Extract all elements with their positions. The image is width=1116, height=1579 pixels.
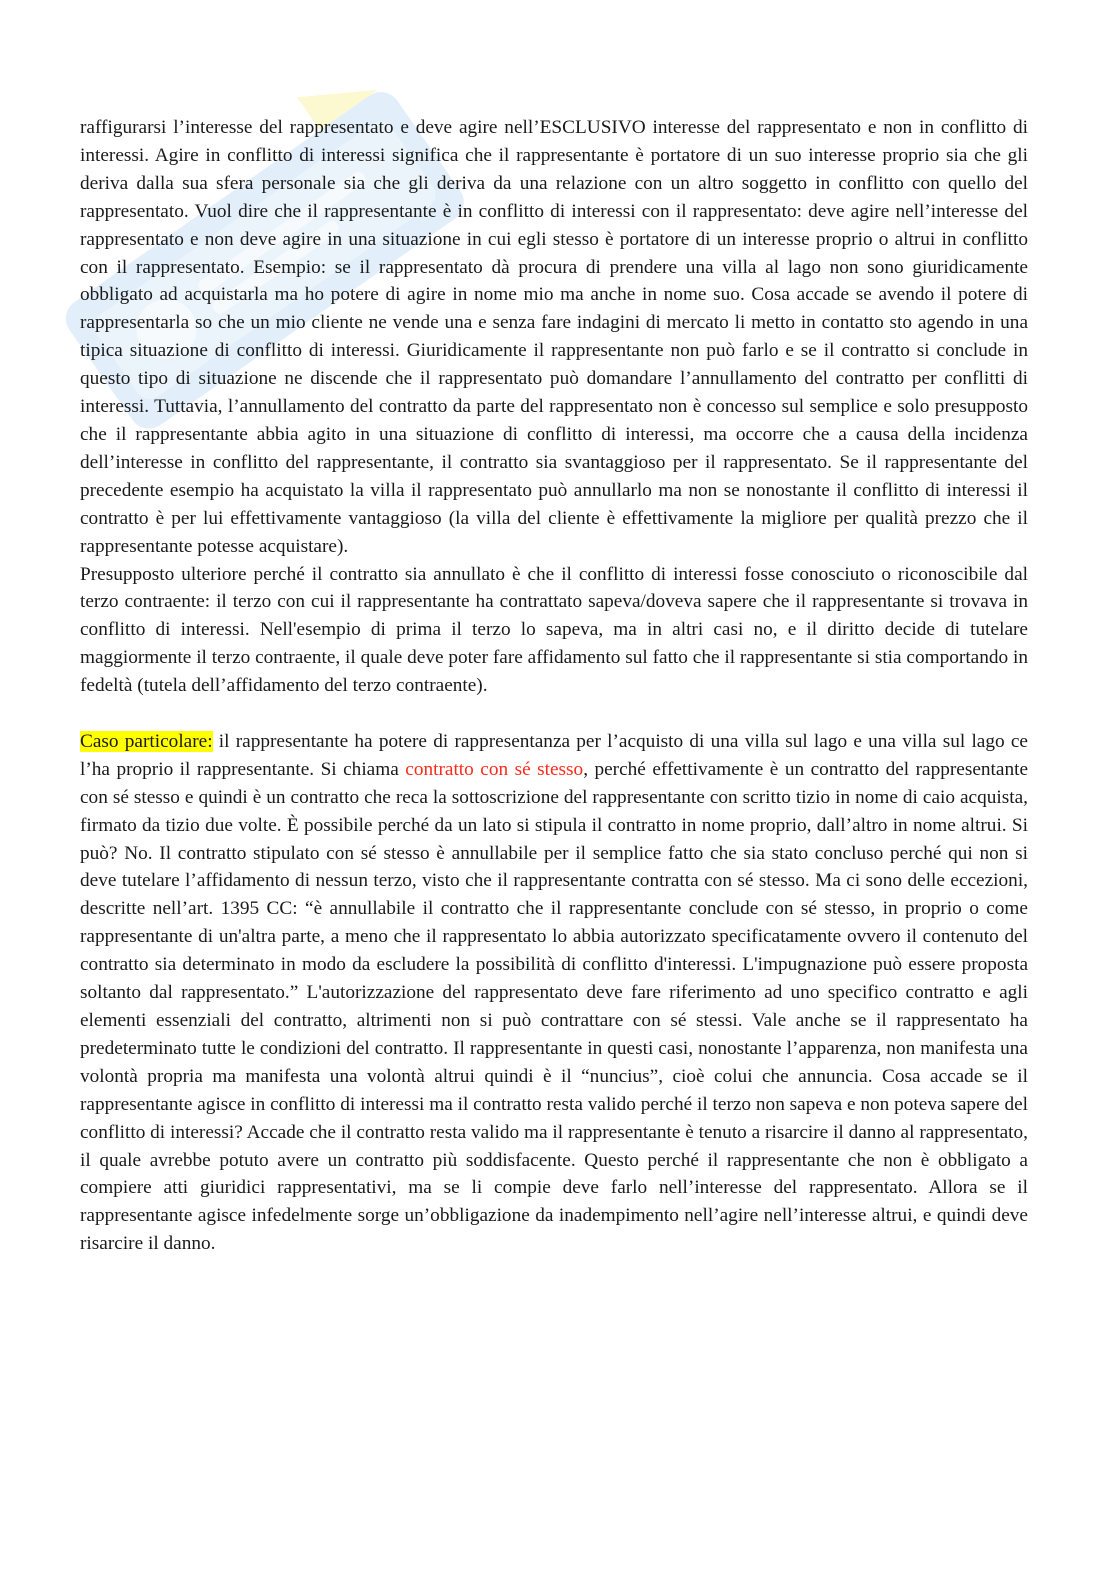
paragraph-caso-particolare: [80, 728, 1028, 1258]
paragraph-conflitto-interessi: raffigurarsi l’interesse del rappresentato e deve agire nell’ESCLUSIVO interesse del rappresentato e non in conflitto di interessi. Agire in conflitto di interessi significa che il rappresentante è portatore di un suo interesse proprio sia che gli deriva dalla sua sfera personale sia che gli deriva da una relazione con un altro soggetto in conflitto con quello del rappresentato. Vuol dire che il rappresentante è in conflitto di interessi con il rappresentato: deve agire nell’interesse del rappresentato e non deve agire in una situazione in cui egli stesso è portatore di un interesse proprio o altrui in conflitto con il rappresentato. Esempio: se il rappresentato dà procura di prendere una villa al lago non sono giuridicamente obbligato ad acquistarla ma ho potere di agire in nome mio ma anche in nome suo. Cosa accade se avendo il potere di rappresentarla so che un mio cliente ne vende una e senza fare indagini di mercato li metto in contatto sto agendo in una tipica situazione di conflitto di interessi. Giuridicamente il rappresentante non può farlo e se il contratto si conclude in questo tipo di situazione ne discende che il rappresentato può domandare l’annullamento del contratto per conflitti di interessi. Tuttavia, l’annullamento del contratto da parte del rappresentato non è concesso sul semplice e solo presupposto che il rappresentante abbia agito in una situazione di conflitto di interessi, ma occorre che a causa della incidenza dell’interesse in conflitto del rappresentante, il contratto sia svantaggioso per il rappresentato. Se il rappresentante del precedente esempio ha acquistato la villa il rappresentato può annullarlo ma non se nonostante il conflitto di interessi il contratto è per lui effettivamente vantaggioso (la villa del cliente è effettivamente la migliore per qualità prezzo che il rappresentante potesse acquistare).: [80, 117, 1028, 557]
paragraph-text-part: , perché effettivamente è un contratto del rappresentante con sé stesso e quindi è un contratto che reca la sottoscrizione del rappresentante con scritto tizio in nome di caio acquista, firmato da tizio due volte. È possibile perché da un lato si stipula il contratto in nome proprio, dall’altro in nome altrui. Si può? No. Il contratto stipulato con sé stesso è annullabile per il semplice fatto che sia stato concluso perché qui non si deve tutelare l’affidamento di nessun terzo, visto che il rappresentante contratta con sé stesso. Ma ci sono delle eccezioni, descritte nell’art. 1395 CC: “è annullabile il contratto che il rappresentante conclude con sé stesso, in proprio o come rappresentante di un'altra parte, a meno che il rappresentato lo abbia autorizzato specificatamente ovvero il contenuto del contratto sia determinato in modo da escludere la possibilità di conflitto d'interessi. L'impugnazione può essere proposta soltanto dal rappresentato.” L'autorizzazione del rappresentato deve fare riferimento ad uno specifico contratto e agli elementi essenziali del contratto, altrimenti non si può contrattare con sé stessi. Vale anche se il rappresentato ha predeterminato tutte le condizioni del contratto. Il rappresentante in questi casi, nonostante l’apparenza, non manifesta una volontà propria ma manifesta una volontà altrui quindi è il “nuncius”, cioè colui che annuncia. Cosa accade se il rappresentante agisce in conflitto di interessi ma il contratto resta valido perché il terzo non sapeva e non poteva sapere del conflitto di interessi? Accade che il contratto resta valido ma il rappresentante è tenuto a risarcire il danno al rappresentato, il quale avrebbe potuto avere un contratto più soddisfacente. Questo perché il rappresentante che non è obbligato a compiere atti giuridici rappresentativi, ma se li compie deve farlo nell’interesse del rappresentato. Allora se il rappresentante agisce infedelmente sorge un’obbligazione da inadempimento nell’agire nell’interesse altrui, e quindi deve risarcire il danno.: [80, 758, 1029, 1255]
red-term: contratto con sé stesso: [405, 758, 584, 780]
paragraph-spacer: [80, 700, 1028, 728]
highlighted-label: Caso particolare:: [80, 730, 213, 752]
paragraph-presupposto-ulteriore: Presupposto ulteriore perché il contratto sia annullato è che il conflitto di interessi fosse conosciuto o riconoscibile dal terzo contraente: il terzo con cui il rappresentante ha contrattato sapeva/doveva sapere che il rappresentante si trovava in conflitto di interessi. Nell'esempio di prima il terzo lo sapeva, ma in altri casi no, e il diritto decide di tutelare maggiormente il terzo contraente, il quale deve poter fare affidamento sul fatto che il rappresentante si stia comportando in fedeltà (tutela dell’affidamento del terzo contraente).: [80, 563, 1028, 697]
document-body: [80, 114, 1028, 1258]
paragraph-text-part: il rappresentante ha potere di rappresentanza per l’acquisto di una villa sul lago e una villa sul lago ce l’ha proprio il rappresentante. Si chiama: [80, 730, 1028, 780]
